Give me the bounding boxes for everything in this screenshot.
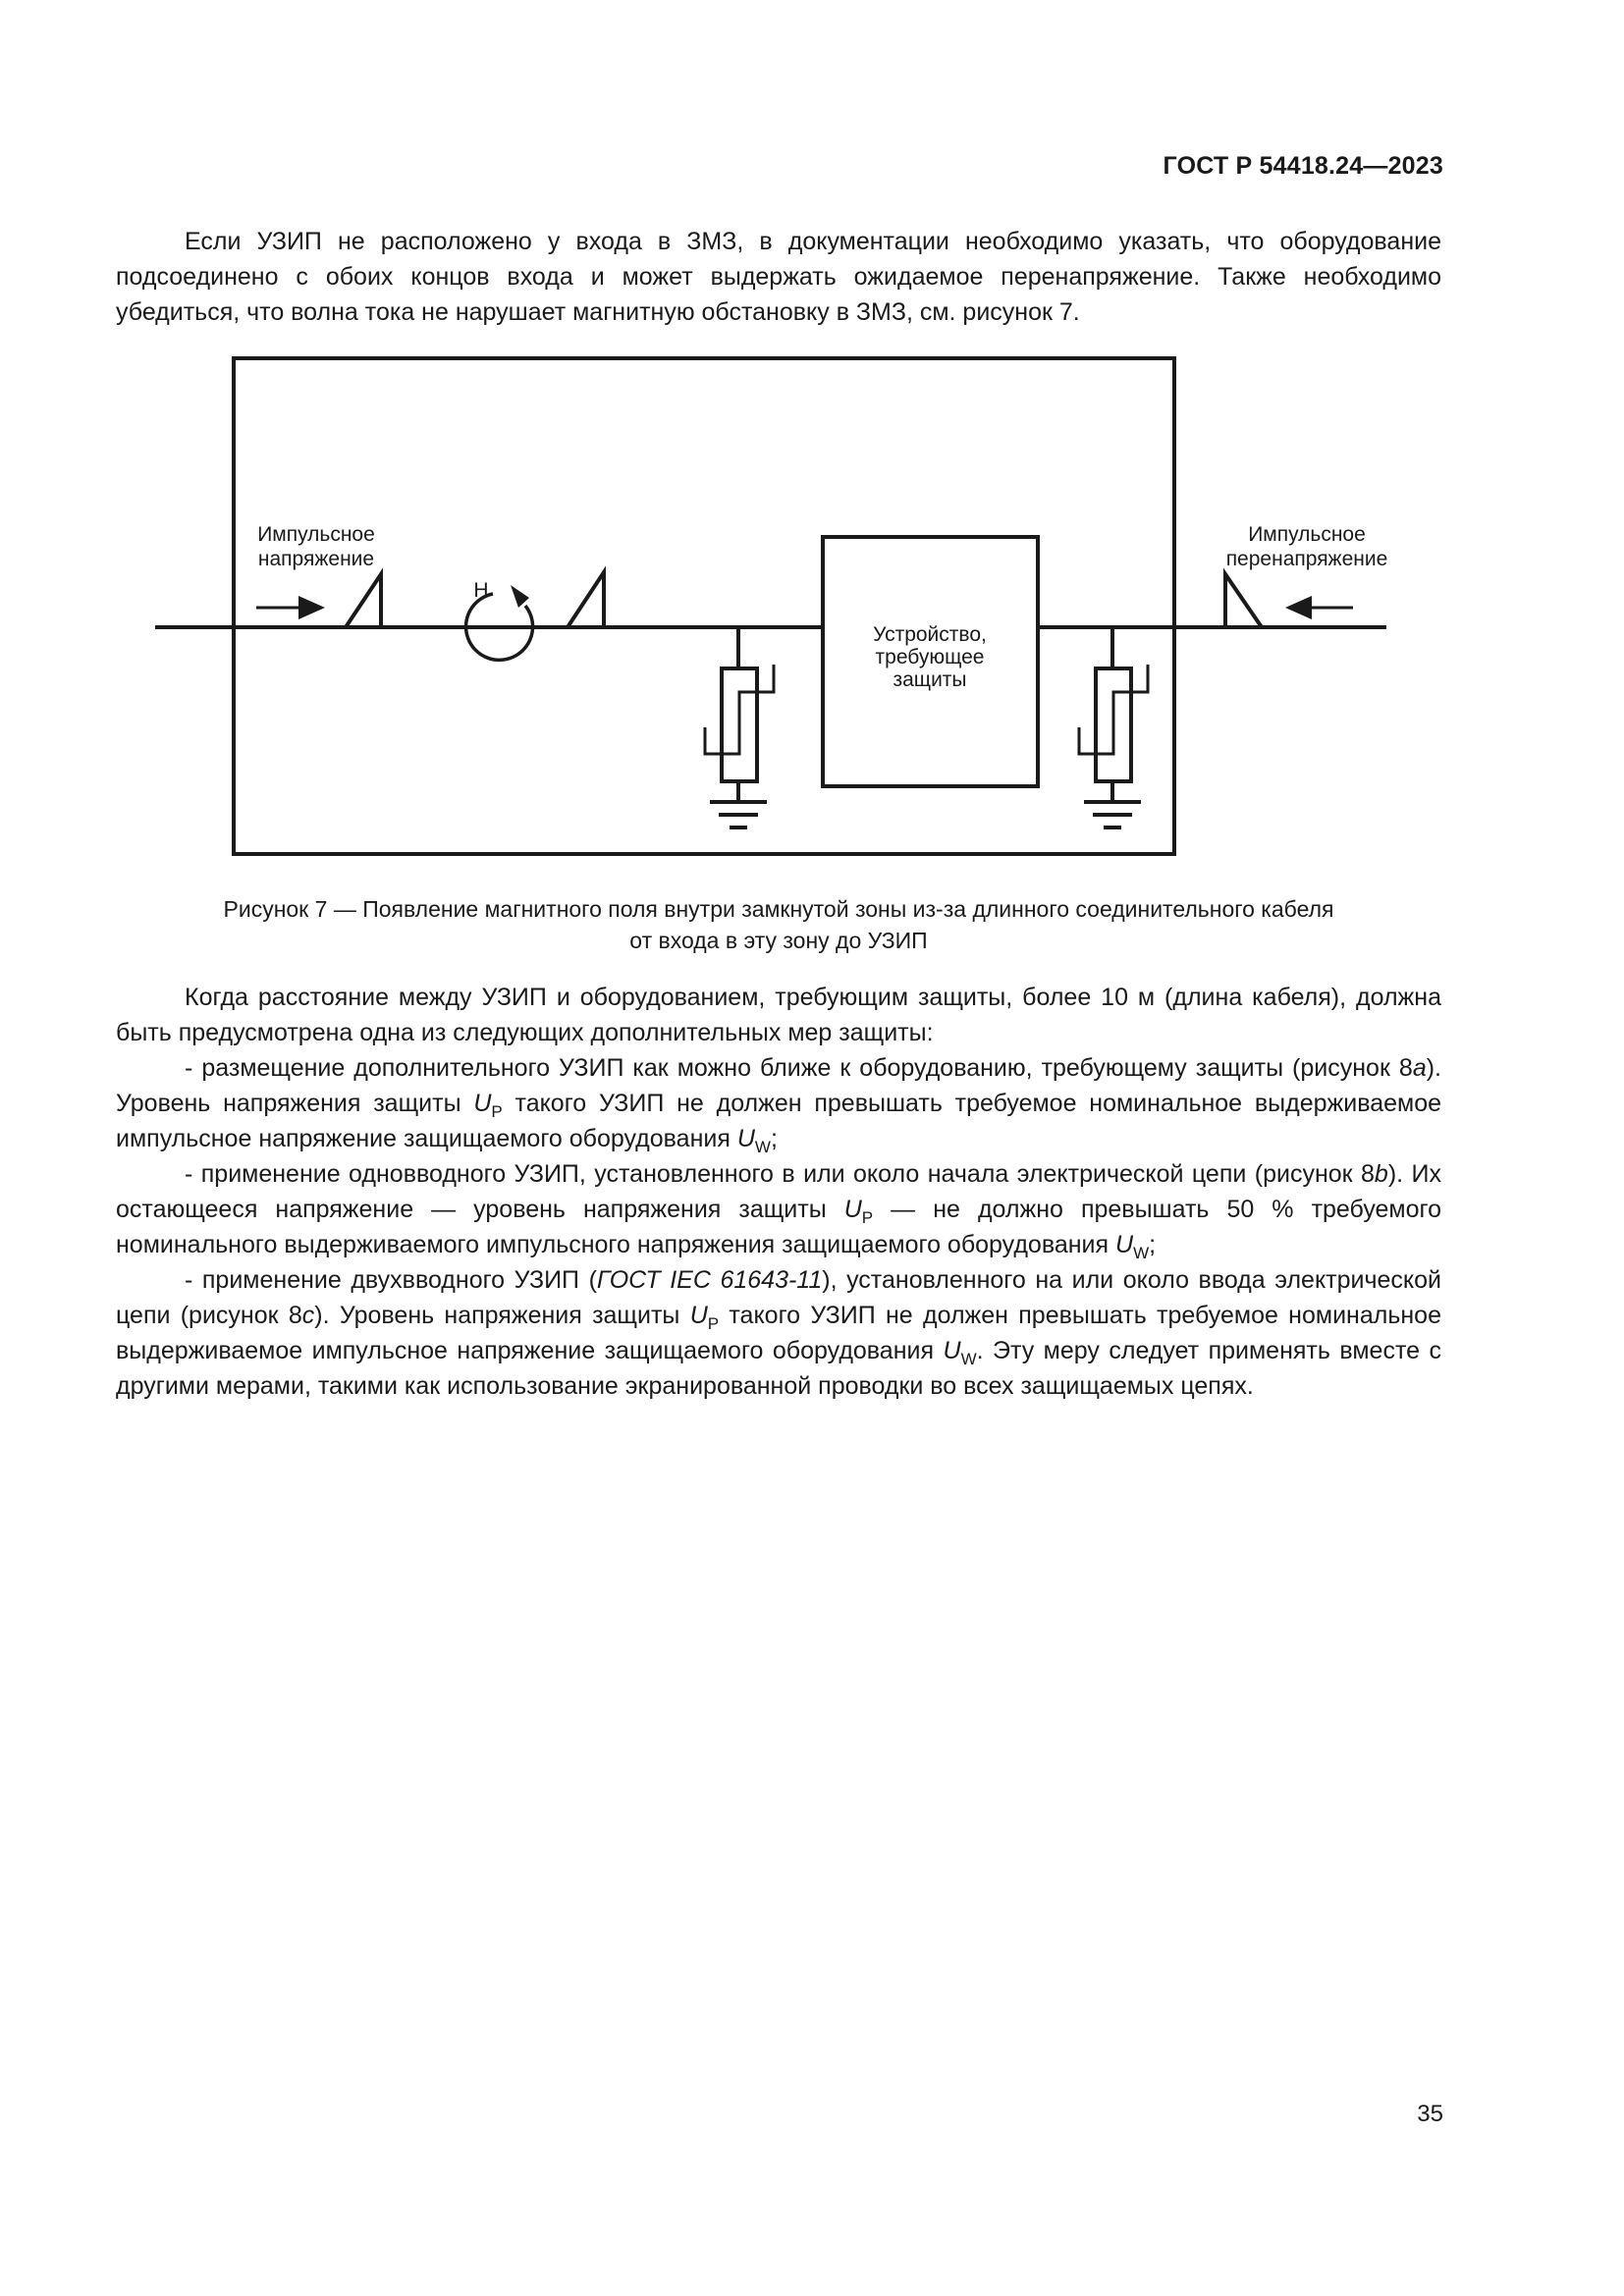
protected-zone-boundary bbox=[234, 358, 1174, 854]
circuit-diagram bbox=[147, 348, 1394, 869]
measure-item-1: - размещение дополнительного УЗИП как можно ближе к оборудованию, требующему защиты (рисунок 8a). Уровень напряжения защиты $U_P$ такого УЗИП не должен превышать требуемое номинальное выдерживаемое импульсное напряжение защищаемого оборудования $U_W$; bbox=[116, 1054, 1441, 1156]
right-label-line1: Импульсное bbox=[1248, 523, 1366, 546]
figure-7 bbox=[147, 348, 1394, 869]
measures-section bbox=[116, 980, 1441, 1404]
caption-line1: Рисунок 7 — Появление магнитного поля внутри замкнутой зоны из-за длинного соединительного кабеля bbox=[223, 896, 1334, 922]
measure-item-2: - применение одновводного УЗИП, установленного в или около начала электрической цепи (рисунок 8b). Их остающееся напряжение — уровень напряжения защиты $U_P$ — не должно превышать 50 % требуемого номинального выдерживаемого импульсного напряжения защищаемого оборудования $U_W$; bbox=[116, 1160, 1442, 1262]
page-number: 35 bbox=[1417, 2101, 1443, 2127]
right-label-line2: перенапряжение bbox=[1225, 548, 1388, 570]
left-label-line1: Импульсное bbox=[257, 523, 375, 546]
document-header: ГОСТ Р 54418.24—2023 bbox=[1163, 152, 1443, 180]
magnetic-field-arrow-icon bbox=[511, 585, 529, 608]
caption-line2: от входа в эту зону до УЗИП bbox=[629, 928, 928, 953]
intro-text: Если УЗИП не расположено у входа в ЗМЗ, в документации необходимо указать, что оборудование подсоединено с обоих концов входа и может выдержать ожидаемое перенапряжение. Также необходимо убедиться, что волна тока не нарушает магнитную обстановку в ЗМЗ, см. рисунок 7. bbox=[116, 228, 1441, 326]
impulse-wave-3 bbox=[1225, 574, 1262, 627]
device-label-line1: Устройство, bbox=[873, 623, 987, 646]
left-label-line2: напряжение bbox=[257, 548, 375, 570]
measure-item-3: - применение двухвводного УЗИП (ГОСТ IEC 61643-11), установленного на или около ввода электрической цепи (рисунок 8c). Уровень напряжения защиты $U_P$ такого УЗИП не должен превышать требуемое номинальное выдерживаемое импульсное напряжение защищаемого оборудования $U_W$. Эту меру следует применять вместе с другими мерами, такими как использование экранированной проводки во всех защищаемых цепях. bbox=[116, 1266, 1441, 1400]
field-label: H bbox=[473, 579, 489, 602]
device-label-line2: требующее bbox=[875, 646, 985, 668]
spd-left bbox=[705, 627, 774, 828]
device-label-line3: защиты bbox=[893, 668, 967, 691]
measures-intro: Когда расстояние между УЗИП и оборудованием, требующим защиты, более 10 м (длина кабеля), должна быть предусмотрена одна из следующих дополнительных мер защиты: bbox=[116, 984, 1441, 1046]
spd-right bbox=[1079, 627, 1148, 828]
impulse-wave-1 bbox=[346, 574, 381, 627]
intro-paragraph bbox=[116, 224, 1441, 330]
impulse-wave-2 bbox=[568, 572, 604, 627]
figure-caption bbox=[116, 893, 1441, 956]
